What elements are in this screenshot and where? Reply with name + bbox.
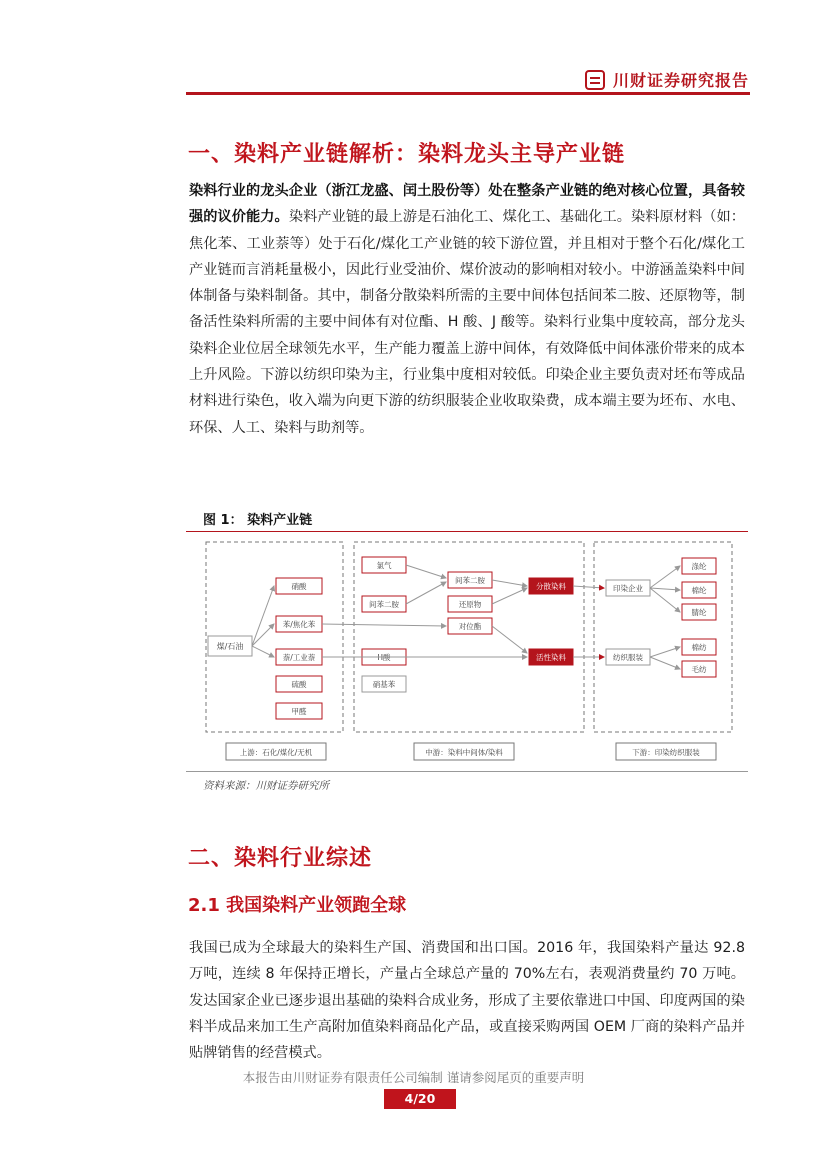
node-up-2-label: 萘/工业萘	[282, 653, 316, 662]
node-inter-2-label: 对位酯	[458, 622, 482, 631]
node-inter-1-label: 还原物	[458, 600, 482, 609]
upstream-nodes	[276, 578, 322, 719]
node-down-a-1-label: 棉纶	[691, 586, 707, 595]
node-mid-input-0-label: 氯气	[376, 561, 392, 570]
upstream-label: 上游：石化/煤化/无机	[239, 748, 313, 757]
section2-paragraph: 我国已成为全球最大的染料生产国、消费国和出口国。2016 年，我国染料产量达 92.8 万吨，连续 8 年保持正增长，产量占全球总产量的 70%左右，表观消费量约 70 万吨。发达国家企业已逐步退出基础的染料合成业务，形成了主要依靠进口中国、印度两国的染料半成品来加工生产高附加值染料商品化产品，或直接采购两国 OEM 厂商的染料产品并贴牌销售的经营模式。	[189, 940, 745, 1062]
section2-1-title: 2.1 我国染料产业领跑全球	[188, 895, 407, 916]
node-mid-input-1-label: 间苯二胺	[369, 600, 399, 609]
figure-bottom-rule	[186, 771, 748, 772]
section1-para-bold: 染料行业的龙头企业（浙江龙盛、闰土股份等）处在整条产业链的绝对核心位置，具备较强的议价能力。	[189, 183, 745, 226]
node-up-3-label: 硫酸	[291, 680, 307, 689]
downstream-label: 下游：印染纺织服装	[632, 748, 700, 757]
node-product-0-label: 分散染料	[536, 582, 566, 591]
node-inter-0-label: 间苯二胺	[455, 576, 485, 585]
page-number: 4/20	[384, 1089, 456, 1109]
footer-disclaimer: 本报告由川财证券有限责任公司编制 谨请参阅尾页的重要声明	[242, 1070, 585, 1085]
section1-para-rest: 染料产业链的最上游是石油化工、煤化工、基础化工。染料原材料（如：焦化苯、工业萘等）处于石化/煤化工产业链的较下游位置，并且相对于整个石化/煤化工产业链而言消耗量极小，因此行业受油价、煤价波动的影响相对较小。中游涵盖染料中间体制备与染料制备。其中，制备分散染料所需的主要中间体包括间苯二胺、还原物等，制备活性染料所需的主要中间体有对位酯、H 酸、J 酸等。染料行业集中度较高，部分龙头染料企业位居全球领先水平，生产能力覆盖上游中间体，有效降低中间体涨价带来的成本上升风险。下游以纺织印染为主，行业集中度相对较低。印染企业主要负责对坯布等成品材料进行染色，收入端为向更下游的纺织服装企业收取染费，成本端主要为坯布、水电、环保、人工、染料与助剂等。	[189, 209, 745, 436]
header-rule	[186, 92, 750, 95]
node-down-b-0-label: 棉纺	[691, 643, 707, 652]
industry-chain-diagram	[186, 532, 748, 770]
section1-title: 一、染料产业链解析：染料龙头主导产业链	[188, 142, 626, 167]
node-coal-oil-label: 煤/石油	[216, 642, 244, 651]
brand-logo-icon	[585, 70, 605, 90]
node-down-b-1-label: 毛纺	[691, 665, 707, 674]
brand-name: 川财证券研究报告	[612, 71, 749, 90]
node-down-a-0-label: 涤纶	[691, 562, 707, 571]
section2-title: 二、染料行业综述	[188, 846, 373, 871]
node-product-1-label: 活性染料	[536, 653, 566, 662]
figure-title: 图 1： 染料产业链	[203, 513, 313, 528]
node-up-4-label: 甲醛	[291, 707, 307, 716]
node-down-group-0-label: 印染企业	[613, 584, 643, 593]
node-up-1-label: 苯/焦化苯	[282, 620, 316, 629]
node-inter-3-label: H酸	[377, 653, 391, 662]
brand-header	[585, 68, 749, 91]
section1-paragraph	[189, 178, 745, 441]
midstream-label: 中游：染料中间体/染料	[425, 748, 503, 757]
figure-source: 资料来源：川财证券研究所	[203, 780, 329, 792]
node-nitrobenzene-label: 硝基苯	[372, 680, 396, 689]
node-down-group-1-label: 纺织服装	[613, 653, 643, 662]
node-down-a-2-label: 腈纶	[691, 608, 707, 617]
node-up-0-label: 硝酸	[291, 582, 307, 591]
